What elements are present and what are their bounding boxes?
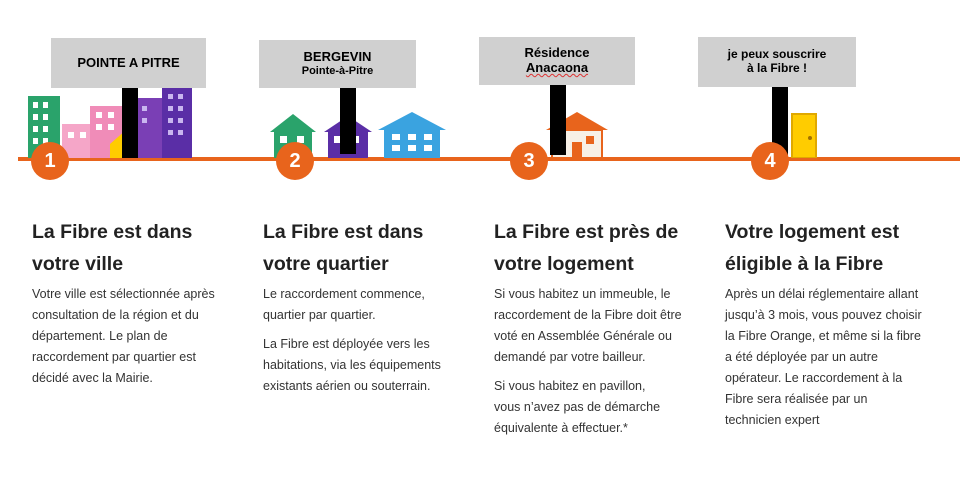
step-3-paragraph-1: Si vous habitez un immeuble, le raccordement de la Fibre doit être voté en Assemblée Générale ou demandé par votre bailleur. (494, 287, 682, 364)
step-3-paragraph-2: Si vous habitez en pavillon, vous n’avez pas de démarche équivalente à effectuer.* (494, 379, 661, 435)
step-4-column (725, 216, 953, 439)
step-4-title: Votre logement est éligible à la Fibre (725, 221, 900, 275)
step-4-number: 4 (751, 142, 789, 180)
step-1-location-label: POINTE A PITRE (51, 38, 206, 88)
step-2-paragraph-2: La Fibre est déployée vers les habitations, via les équipements existants aérien ou souterrain. (263, 337, 441, 393)
step-2-title: La Fibre est dans votre quartier (263, 221, 424, 275)
step-2-paragraph-1: Le raccordement commence, quartier par quartier. (263, 287, 425, 322)
step-3-title: La Fibre est près de votre logement (494, 221, 679, 275)
step-2-number: 2 (276, 142, 314, 180)
step-4-eligibility-label: je peux souscrire à la Fibre ! (698, 37, 856, 87)
step-2-column (263, 216, 483, 405)
step-1-number: 1 (31, 142, 69, 180)
step-2-location-label: BERGEVIN Pointe-à-Pitre (259, 40, 416, 88)
step-3-number: 3 (510, 142, 548, 180)
connector-bar-1 (122, 88, 138, 158)
connector-bar-2 (340, 88, 356, 154)
door-icon (790, 112, 818, 158)
step-4-paragraph: Après un délai réglementaire allant jusqu’à 3 mois, vous pouvez choisir la Fibre Orange, et même si la fibre a été déployée par un autre opérateur. Le raccordement à la Fibre sera réalisée par un technicien expert (725, 287, 922, 427)
step-1-paragraph: Votre ville est sélectionnée après consultation de la région et du département. Le plan de raccordement par quartier est décidé avec la Mairie. (32, 287, 215, 385)
step-1-column (32, 216, 252, 397)
step-3-column (494, 216, 714, 447)
step-3-location-label: Résidence Anacaona (479, 37, 635, 85)
step-1-title: La Fibre est dans votre ville (32, 221, 193, 275)
connector-bar-3 (550, 85, 566, 155)
